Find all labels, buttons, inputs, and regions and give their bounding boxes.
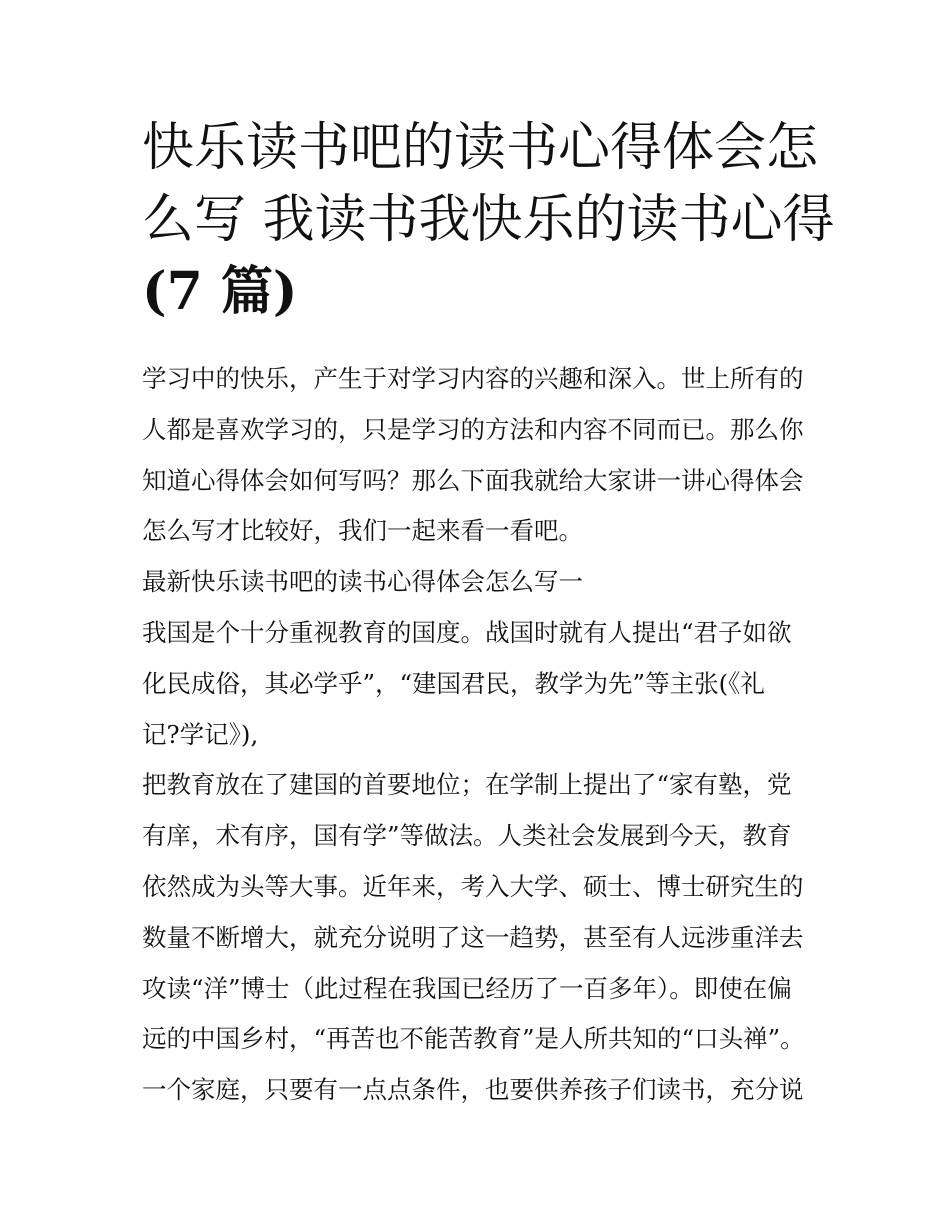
body-line: 一个家庭，只要有一点点条件，也要供养孩子们读书，充分说 — [142, 1075, 804, 1105]
body-line: 人都是喜欢学习的，只是学习的方法和内容不同而已。那么你 — [142, 414, 804, 444]
document-title — [142, 112, 835, 328]
body-line: 把教育放在了建国的首要地位；在学制上提出了“家有塾，党 — [142, 770, 792, 800]
title-line-2: 么写 我读书我快乐的读书心得 — [142, 190, 835, 250]
body-line: 攻读“洋”博士（此过程在我国已经历了一百多年）。即使在偏 — [142, 973, 792, 1003]
body-line: 化民成俗，其必学乎”，“建国君民，教学为先”等主张(《礼 — [142, 668, 765, 698]
body-line: 知道心得体会如何写吗？那么下面我就给大家讲一讲心得体会 — [142, 465, 804, 495]
body-line: 学习中的快乐，产生于对学习内容的兴趣和深入。世上所有的 — [142, 364, 804, 393]
body-line: 数量不断增大，就充分说明了这一趋势，甚至有人远涉重洋去 — [142, 922, 804, 952]
body-line: 我国是个十分重视教育的国度。战国时就有人提出“君子如欲 — [142, 617, 792, 647]
body-line: 远的中国乡村，“再苦也不能苦教育”是人所共知的“口头禅”。 — [142, 1024, 805, 1054]
document-body — [142, 354, 832, 1116]
body-line: 怎么写才比较好，我们一起来看一看吧。 — [142, 516, 583, 546]
body-line: 依然成为头等大事。近年来，考入大学、硕士、博士研究生的 — [142, 871, 804, 901]
body-line: 有庠，术有序，国有学”等做法。人类社会发展到今天，教育 — [142, 821, 792, 851]
body-line: 记?学记》), — [142, 719, 259, 749]
title-line-1: 快乐读书吧的读书心得体会怎 — [142, 118, 819, 178]
section-heading: 最新快乐读书吧的读书心得体会怎么写一 — [142, 567, 583, 597]
title-line-3: (7 篇) — [142, 261, 298, 322]
